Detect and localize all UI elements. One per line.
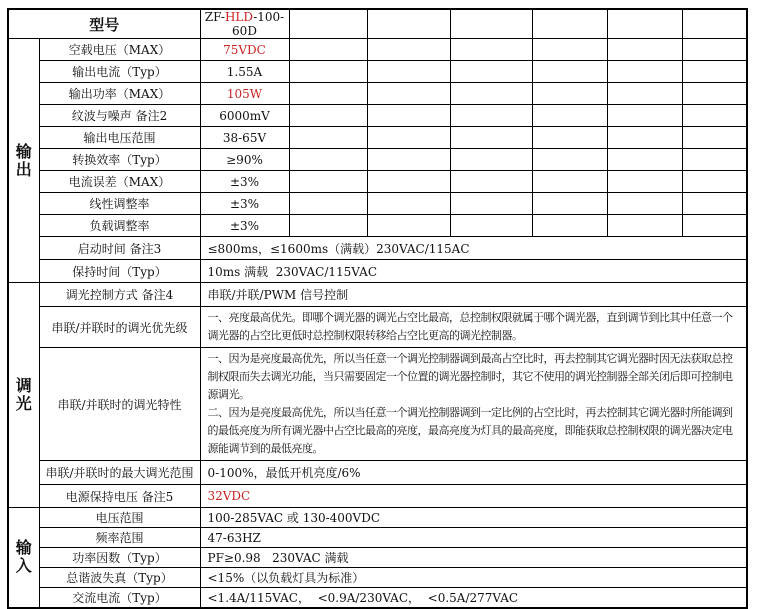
- spec-value-paragraphs: [200, 307, 747, 348]
- empty-cell: [607, 215, 682, 237]
- empty-cell: [532, 149, 607, 171]
- empty-cell: [450, 127, 532, 149]
- spec-value: 100-285VAC 或 130-400VDC: [200, 508, 747, 528]
- empty-cell: [532, 39, 607, 61]
- empty-cell: [367, 215, 450, 237]
- table-row: [8, 149, 747, 171]
- empty-cell: [607, 127, 682, 149]
- model-series-red: HLD: [224, 10, 254, 24]
- empty-cell: [682, 83, 747, 105]
- empty-cell: [450, 61, 532, 83]
- table-row: [8, 105, 747, 127]
- empty-cell: [532, 215, 607, 237]
- table-row: [8, 260, 747, 283]
- spec-label: 输出功率（MAX）: [39, 83, 200, 105]
- empty-cell: [607, 149, 682, 171]
- spec-paragraph: 一、因为是亮度最高优先，所以当任意一个调光控制器调到最高占空比时，再去控制其它调光器时因无法获取总控制权限而失去调光功能，当只需要固定一个位置的调光器控制时，其它不使用的调光控制器全部关闭后即可控制电源调光。: [207, 352, 733, 401]
- spec-label: 启动时间 备注3: [39, 237, 200, 260]
- spec-value: 10ms 满载 230VAC/115VAC: [200, 260, 747, 283]
- spec-label: 输出电流（Typ）: [39, 61, 200, 83]
- empty-cell: [289, 171, 367, 193]
- empty-cell: [450, 215, 532, 237]
- table-row: [8, 215, 747, 237]
- empty-cell: [450, 39, 532, 61]
- empty-cell: [450, 149, 532, 171]
- model-suffix: -100-60D: [232, 10, 285, 38]
- spec-value: ±3%: [200, 171, 289, 193]
- table-row: [8, 283, 747, 307]
- spec-label: 串联/并联时的最大调光范围: [39, 461, 200, 485]
- empty-cell: [367, 61, 450, 83]
- model-number: [200, 9, 289, 39]
- spec-label: 交流电流（Typ）: [39, 588, 200, 608]
- empty-cell: [607, 105, 682, 127]
- table-row: [8, 485, 747, 508]
- spec-value: ±3%: [200, 193, 289, 215]
- empty-cell: [367, 171, 450, 193]
- table-row: [8, 83, 747, 105]
- spec-label: 输出电压范围: [39, 127, 200, 149]
- spec-value: 6000mV: [200, 105, 289, 127]
- empty-cell: [450, 193, 532, 215]
- spec-label: 总谐波失真（Typ）: [39, 568, 200, 588]
- table-row: [8, 193, 747, 215]
- table-row: [8, 528, 747, 548]
- spec-label: 电源保持电压 备注5: [39, 485, 200, 508]
- spec-paragraph: 二、因为是亮度最高优先，所以当任意一个调光控制器调到一定比例的占空比时，再去控制其它调光器时所能调到的最低亮度为所有调光器中占空比最高的亮度，最高亮度为灯具的最高亮度，即能获取总控制权限的调光器决定电源能调节到的最低亮度。: [207, 406, 733, 455]
- empty-cell: [532, 127, 607, 149]
- empty-cell: [450, 9, 532, 39]
- empty-cell: [682, 149, 747, 171]
- empty-cell: [289, 39, 367, 61]
- spec-value: PF≥0.98 230VAC 满载: [200, 548, 747, 568]
- empty-cell: [532, 61, 607, 83]
- table-row: [8, 237, 747, 260]
- empty-cell: [607, 83, 682, 105]
- spec-label: 调光控制方式 备注4: [39, 283, 200, 307]
- spec-label: 电压范围: [39, 508, 200, 528]
- empty-cell: [367, 39, 450, 61]
- spec-value: <1.4A/115VAC， <0.9A/230VAC， <0.5A/277VAC: [200, 588, 747, 608]
- spec-table: [7, 8, 748, 609]
- empty-cell: [289, 215, 367, 237]
- table-row: [8, 61, 747, 83]
- empty-cell: [532, 193, 607, 215]
- section-label: 输入: [8, 508, 39, 608]
- empty-cell: [450, 83, 532, 105]
- spec-value: ≤800ms，≤1600ms（满载）230VAC/115AC: [200, 237, 747, 260]
- spec-label: 频率范围: [39, 528, 200, 548]
- table-row: [8, 508, 747, 528]
- empty-cell: [682, 127, 747, 149]
- empty-cell: [450, 171, 532, 193]
- empty-cell: [367, 193, 450, 215]
- empty-cell: [532, 105, 607, 127]
- spec-label: 电流误差（MAX）: [39, 171, 200, 193]
- empty-cell: [682, 61, 747, 83]
- spec-label: 空载电压（MAX）: [39, 39, 200, 61]
- section-label: 调光: [8, 283, 39, 508]
- empty-cell: [682, 215, 747, 237]
- empty-cell: [367, 9, 450, 39]
- table-row: [8, 548, 747, 568]
- spec-label: 保持时间（Typ）: [39, 260, 200, 283]
- empty-cell: [289, 105, 367, 127]
- spec-label: 功率因数（Typ）: [39, 548, 200, 568]
- spec-value-paragraphs: [200, 348, 747, 461]
- empty-cell: [289, 61, 367, 83]
- spec-value: ±3%: [200, 215, 289, 237]
- table-row: [8, 307, 747, 348]
- spec-value: 32VDC: [200, 485, 747, 508]
- empty-cell: [450, 105, 532, 127]
- empty-cell: [367, 149, 450, 171]
- empty-cell: [607, 171, 682, 193]
- spec-value: 105W: [200, 83, 289, 105]
- spec-value: 38-65V: [200, 127, 289, 149]
- spec-value: ≥90%: [200, 149, 289, 171]
- table-row: [8, 171, 747, 193]
- empty-cell: [682, 105, 747, 127]
- empty-cell: [682, 39, 747, 61]
- spec-label: 转换效率（Typ）: [39, 149, 200, 171]
- empty-cell: [532, 9, 607, 39]
- spec-value: <15%（以负载灯具为标准）: [200, 568, 747, 588]
- empty-cell: [682, 171, 747, 193]
- table-row: [8, 39, 747, 61]
- empty-cell: [607, 39, 682, 61]
- table-row: [8, 9, 747, 39]
- spec-value: 串联/并联/PWM 信号控制: [200, 283, 747, 307]
- section-label: 输出: [8, 39, 39, 283]
- empty-cell: [682, 9, 747, 39]
- spec-value: 47-63HZ: [200, 528, 747, 548]
- table-row: [8, 127, 747, 149]
- empty-cell: [532, 83, 607, 105]
- spec-label: 纹波与噪声 备注2: [39, 105, 200, 127]
- spec-label: 串联/并联时的调光特性: [39, 348, 200, 461]
- spec-value: 0-100%，最低开机亮度/6%: [200, 461, 747, 485]
- empty-cell: [289, 127, 367, 149]
- empty-cell: [367, 105, 450, 127]
- empty-cell: [682, 193, 747, 215]
- empty-cell: [367, 83, 450, 105]
- empty-cell: [532, 171, 607, 193]
- spec-value: 1.55A: [200, 61, 289, 83]
- empty-cell: [607, 9, 682, 39]
- model-prefix: ZF-: [204, 10, 225, 24]
- empty-cell: [367, 127, 450, 149]
- empty-cell: [289, 9, 367, 39]
- spec-paragraph: 一、亮度最高优先。即哪个调光器的调光占空比最高，总控制权限就属于哪个调光器，直到调节到比其中任意一个调光器的占空比更低时总控制权限转移给占空比更高的调光控制器。: [207, 311, 733, 342]
- empty-cell: [607, 193, 682, 215]
- empty-cell: [289, 149, 367, 171]
- spec-value: 75VDC: [200, 39, 289, 61]
- empty-cell: [607, 61, 682, 83]
- spec-label: 串联/并联时的调光优先级: [39, 307, 200, 348]
- model-header-label: 型号: [8, 9, 200, 39]
- empty-cell: [289, 193, 367, 215]
- table-row: [8, 568, 747, 588]
- table-row: [8, 348, 747, 461]
- table-row: [8, 461, 747, 485]
- empty-cell: [289, 83, 367, 105]
- spec-label: 负载调整率: [39, 215, 200, 237]
- spec-label: 线性调整率: [39, 193, 200, 215]
